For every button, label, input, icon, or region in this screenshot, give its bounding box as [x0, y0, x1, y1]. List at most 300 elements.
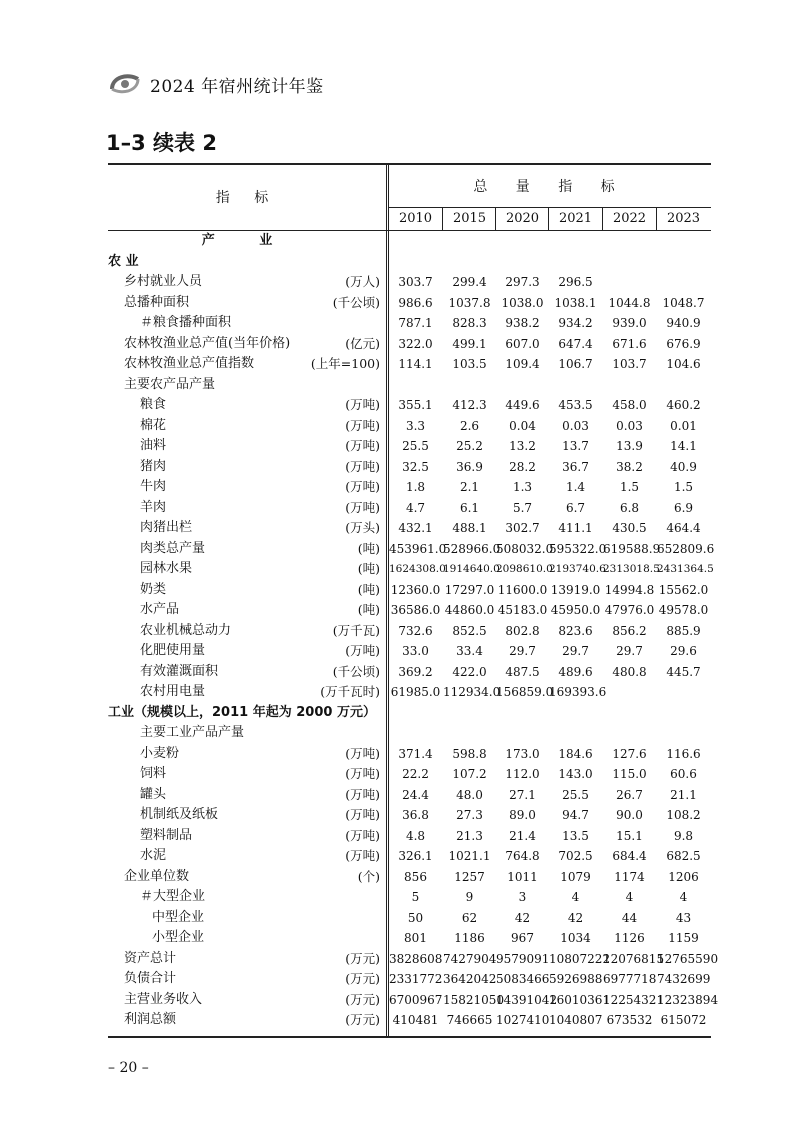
cell-value: 21.3 — [456, 828, 483, 843]
cell-value: 615072 — [660, 1013, 707, 1027]
table-row — [0, 354, 805, 374]
row-label: 中型企业 — [152, 909, 205, 925]
table-row — [0, 293, 805, 313]
table-row — [0, 990, 805, 1010]
table-row — [0, 416, 805, 436]
cell-value: 528966.0 — [443, 541, 501, 556]
cell-value: 412.3 — [452, 398, 487, 412]
cell-value: 1037.8 — [448, 295, 491, 310]
row-label: 农林牧渔业总产值指数 — [124, 356, 255, 371]
row-unit: (上年=100) — [310, 356, 380, 371]
cell-value: 12765590 — [657, 951, 719, 966]
cell-value: 2.1 — [459, 480, 480, 494]
row-label: 罐头 — [140, 786, 167, 802]
cell-value: 369.2 — [398, 664, 433, 679]
cell-value: 489.6 — [558, 664, 593, 679]
row-label: 主营业务收入 — [124, 991, 203, 1007]
table-row — [0, 621, 805, 641]
cell-value: 106.7 — [558, 357, 593, 371]
row-label: 主要工业产品产量 — [140, 725, 245, 740]
cell-value: 14391042 — [496, 992, 558, 1007]
row-unit: (千公顷) — [332, 663, 380, 679]
table-row — [0, 559, 805, 579]
cell-value: 595322.0 — [549, 541, 607, 556]
row-label: 小型企业 — [152, 930, 205, 945]
cell-value: 299.4 — [452, 275, 487, 289]
cell-value: 21.4 — [509, 828, 536, 843]
cell-value: 90.0 — [616, 808, 643, 822]
cell-value: 1.5 — [619, 480, 640, 494]
row-label: 农村用电量 — [140, 684, 206, 699]
row-unit: (万吨) — [345, 479, 380, 494]
cell-value: 2331772 — [389, 972, 443, 986]
cell-value: 13.7 — [562, 439, 589, 453]
cell-value: 940.9 — [666, 316, 701, 330]
yearbook-logo-icon — [108, 71, 142, 97]
cell-value: 453961.0 — [389, 541, 447, 556]
row-label: 塑料制品 — [140, 827, 193, 843]
table-row — [0, 785, 805, 805]
cell-value: 3.3 — [405, 418, 426, 433]
cell-value: 143.0 — [558, 767, 593, 781]
cell-value: 3828608 — [389, 951, 443, 966]
cell-value: 4 — [625, 890, 634, 904]
cell-value: 1206 — [668, 869, 699, 884]
cell-value: 4 — [571, 890, 580, 904]
row-unit: (万吨) — [345, 786, 380, 802]
cell-value: 411.1 — [558, 521, 593, 535]
cell-value: 828.3 — [452, 316, 487, 330]
table-row — [0, 518, 805, 538]
cell-value: 673532 — [606, 1013, 653, 1027]
row-unit: (吨) — [357, 540, 380, 556]
cell-value: 25.5 — [562, 787, 589, 802]
page-number: – 20 – — [108, 1060, 149, 1076]
cell-value: 1038.1 — [554, 295, 597, 310]
table-row — [0, 764, 805, 784]
row-label: 粮食 — [140, 397, 167, 412]
cell-value: 460.2 — [666, 398, 701, 412]
cell-value: 40.9 — [670, 459, 697, 474]
cell-value: 15.1 — [616, 828, 643, 843]
row-label: 农业机械总动力 — [140, 622, 232, 638]
cell-value: 2098610.0 — [496, 563, 553, 575]
cell-value: 4.7 — [405, 500, 426, 515]
row-unit: (万吨) — [345, 643, 380, 658]
cell-value: 1624308.0 — [389, 563, 446, 575]
cell-value: 598.8 — [452, 746, 487, 761]
cell-value: 1.3 — [512, 480, 533, 494]
cell-value: 453.5 — [558, 398, 593, 412]
row-unit: (万吨) — [345, 807, 380, 822]
table-row — [0, 703, 805, 723]
table-row — [0, 723, 805, 743]
cell-value: 487.5 — [505, 664, 540, 679]
table-row — [0, 231, 805, 251]
cell-value: 430.5 — [612, 521, 647, 535]
row-label: ＃粮食播种面积 — [140, 315, 232, 330]
cell-value: 1040807 — [549, 1013, 603, 1027]
cell-value: 5 — [411, 890, 420, 904]
cell-value: 16010361 — [549, 992, 611, 1007]
cell-value: 9579091 — [496, 951, 550, 966]
cell-value: 355.1 — [398, 398, 433, 412]
table-row — [0, 272, 805, 292]
cell-value: 94.7 — [562, 808, 589, 822]
cell-value: 5.7 — [512, 500, 533, 515]
cell-value: 1186 — [454, 931, 485, 945]
cell-value: 26.7 — [616, 787, 643, 802]
row-label: 饲料 — [140, 766, 167, 781]
page-header — [108, 66, 324, 102]
cell-value: 36586.0 — [390, 603, 441, 617]
cell-value: 29.7 — [509, 644, 536, 658]
table-row — [0, 969, 805, 989]
cell-value: 2431364.5 — [657, 563, 714, 575]
cell-value: 14994.8 — [604, 582, 655, 597]
cell-value: 488.1 — [452, 521, 487, 535]
row-label: 产 业 — [201, 233, 293, 248]
year-header: 2020 — [505, 211, 540, 226]
table-row — [0, 805, 805, 825]
cell-value: 852.5 — [452, 623, 487, 638]
cell-value: 607.0 — [505, 336, 540, 351]
year-separator — [495, 207, 496, 230]
year-header: 2022 — [612, 211, 647, 226]
table-row — [0, 580, 805, 600]
row-unit: (万吨) — [345, 766, 380, 781]
row-label: 工业（规模以上，2011 年起为 2000 万元） — [108, 704, 376, 720]
row-unit: (万头) — [345, 520, 380, 535]
table-row — [0, 908, 805, 928]
cell-value: 1027410 — [496, 1013, 550, 1027]
cell-value: 422.0 — [452, 664, 487, 679]
cell-value: 1257 — [454, 869, 485, 884]
cell-value: 42 — [567, 910, 584, 925]
year-header: 2015 — [452, 211, 487, 226]
cell-value: 801 — [404, 931, 427, 945]
row-unit: (万元) — [345, 1012, 380, 1027]
table-row — [0, 477, 805, 497]
cell-value: 1038.0 — [501, 295, 544, 310]
row-unit: (万吨) — [345, 848, 380, 863]
year-header: 2010 — [398, 211, 433, 226]
cell-value: 114.1 — [398, 357, 433, 371]
cell-value: 499.1 — [452, 336, 487, 351]
cell-value: 1034 — [560, 931, 591, 945]
row-unit: (万吨) — [345, 417, 380, 433]
cell-value: 682.5 — [666, 849, 701, 863]
cell-value: 27.3 — [456, 808, 483, 822]
cell-value: 104.6 — [666, 357, 701, 371]
row-unit: (万元) — [345, 971, 380, 986]
cell-value: 823.6 — [558, 623, 593, 638]
cell-value: 856 — [404, 869, 427, 884]
row-unit: (万千瓦) — [332, 622, 380, 638]
cell-value: 2313018.5 — [603, 563, 660, 575]
table-row — [0, 457, 805, 477]
row-label: 肉猪出栏 — [140, 520, 193, 535]
cell-value: 7427904 — [443, 951, 497, 966]
cell-value: 619588.9 — [603, 541, 661, 556]
cell-value: 60.6 — [670, 767, 697, 781]
row-label: 负债合计 — [124, 971, 177, 986]
cell-value: 13.2 — [509, 439, 536, 453]
total-header: 总 量 指 标 — [473, 179, 627, 195]
cell-value: 17297.0 — [444, 582, 495, 597]
cell-value: 12076815 — [603, 951, 665, 966]
table-row — [0, 600, 805, 620]
cell-value: 22.2 — [402, 767, 429, 781]
row-label: 总播种面积 — [124, 294, 190, 310]
cell-value: 42 — [514, 910, 531, 925]
cell-value: 508032.0 — [496, 541, 554, 556]
row-label: 羊肉 — [140, 499, 167, 515]
cell-value: 1.8 — [405, 480, 426, 494]
row-unit: (吨) — [357, 581, 380, 597]
cell-value: 4.8 — [405, 828, 426, 843]
cell-value: 62 — [461, 910, 478, 925]
cell-value: 13.9 — [616, 439, 643, 453]
cell-value: 32.5 — [402, 459, 429, 474]
cell-value: 33.0 — [402, 644, 429, 658]
row-label: 牛肉 — [140, 479, 167, 494]
table-bottom-rule — [108, 1036, 711, 1038]
cell-value: 934.2 — [558, 316, 593, 330]
cell-value: 297.3 — [505, 275, 540, 289]
cell-value: 116.6 — [666, 746, 701, 761]
row-label: 肉类总产量 — [140, 540, 206, 556]
cell-value: 108.2 — [666, 808, 701, 822]
cell-value: 732.6 — [398, 623, 433, 638]
cell-value: 1.5 — [673, 480, 694, 494]
cell-value: 89.0 — [509, 808, 536, 822]
cell-value: 410481 — [392, 1013, 439, 1027]
cell-value: 1159 — [668, 931, 699, 945]
cell-value: 2193740.6 — [549, 563, 606, 575]
row-label: 主要农产品产量 — [124, 376, 216, 392]
cell-value: 11600.0 — [497, 582, 548, 597]
cell-value: 3642042 — [443, 972, 497, 986]
row-unit: (万元) — [345, 991, 380, 1007]
cell-value: 1021.1 — [448, 849, 491, 863]
row-label: 小麦粉 — [140, 745, 180, 761]
cell-value: 21.1 — [670, 787, 697, 802]
cell-value: 24.4 — [402, 787, 429, 802]
cell-value: 6700967 — [389, 992, 443, 1007]
cell-value: 12360.0 — [390, 582, 441, 597]
cell-value: 127.6 — [612, 746, 647, 761]
row-label: 园林水果 — [140, 561, 193, 576]
row-unit: (千公顷) — [332, 294, 380, 310]
cell-value: 464.4 — [666, 521, 701, 535]
row-unit: (万元) — [345, 950, 380, 966]
year-separator — [442, 207, 443, 230]
cell-value: 787.1 — [398, 316, 433, 330]
table-row — [0, 641, 805, 661]
cell-value: 302.7 — [505, 521, 540, 535]
cell-value: 25.2 — [456, 439, 483, 453]
cell-value: 1079 — [560, 869, 591, 884]
year-header: 2023 — [666, 211, 701, 226]
row-label: 利润总额 — [124, 1012, 177, 1027]
row-unit: (万吨) — [345, 397, 380, 412]
cell-value: 445.7 — [666, 664, 701, 679]
table-row — [0, 867, 805, 887]
cell-value: 33.4 — [456, 644, 483, 658]
cell-value: 1.4 — [565, 480, 586, 494]
cell-value: 1011 — [507, 869, 538, 884]
row-label: 机制纸及纸板 — [140, 807, 219, 822]
table-row — [0, 928, 805, 948]
table-row — [0, 846, 805, 866]
table-top-rule — [108, 163, 711, 165]
cell-value: 29.7 — [616, 644, 643, 658]
table-row — [0, 887, 805, 907]
indicator-header: 指 标 — [215, 190, 279, 206]
cell-value: 458.0 — [612, 398, 647, 412]
row-label: 乡村就业人员 — [124, 274, 203, 289]
row-unit: (亿元) — [345, 335, 380, 351]
cell-value: 326.1 — [398, 849, 433, 863]
cell-value: 322.0 — [398, 336, 433, 351]
table-row — [0, 1010, 805, 1030]
row-label: 水泥 — [140, 848, 167, 863]
cell-value: 9.8 — [673, 828, 694, 843]
cell-value: 50 — [407, 910, 424, 925]
table-row — [0, 539, 805, 559]
cell-value: 28.2 — [509, 459, 536, 474]
cell-value: 38.2 — [616, 459, 643, 474]
cell-value: 5926988 — [549, 972, 603, 986]
year-separator — [548, 207, 549, 230]
year-separator — [656, 207, 657, 230]
row-unit: (万吨) — [345, 438, 380, 453]
table-row — [0, 334, 805, 354]
cell-value: 652809.6 — [657, 541, 715, 556]
table-row — [0, 498, 805, 518]
cell-value: 2.6 — [459, 418, 480, 433]
table-row — [0, 313, 805, 333]
cell-value: 169393.6 — [549, 685, 607, 699]
cell-value: 1044.8 — [608, 295, 651, 310]
cell-value: 939.0 — [612, 316, 647, 330]
year-header: 2021 — [558, 211, 593, 226]
row-unit: (个) — [357, 868, 380, 884]
table-row — [0, 436, 805, 456]
cell-value: 938.2 — [505, 316, 540, 330]
cell-value: 967 — [511, 931, 534, 945]
cell-value: 107.2 — [452, 767, 487, 781]
cell-value: 647.4 — [558, 336, 593, 351]
cell-value: 702.5 — [558, 849, 593, 863]
cell-value: 61985.0 — [390, 685, 441, 699]
cell-value: 29.6 — [670, 644, 697, 658]
header-mid-rule — [389, 207, 711, 208]
row-unit: (万吨) — [345, 499, 380, 515]
year-separator — [602, 207, 603, 230]
cell-value: 13919.0 — [550, 582, 601, 597]
cell-value: 103.5 — [452, 357, 487, 371]
cell-value: 746665 — [446, 1013, 493, 1027]
cell-value: 6.8 — [619, 500, 640, 515]
cell-value: 1174 — [614, 869, 645, 884]
cell-value: 480.8 — [612, 664, 647, 679]
cell-value: 115.0 — [612, 767, 647, 781]
cell-value: 684.4 — [612, 849, 647, 863]
cell-value: 48.0 — [456, 787, 483, 802]
cell-value: 1048.7 — [662, 295, 705, 310]
cell-value: 44860.0 — [444, 603, 495, 617]
table-row — [0, 744, 805, 764]
row-unit: (万千瓦时) — [320, 684, 380, 699]
cell-value: 112934.0 — [443, 685, 501, 699]
cell-value: 173.0 — [505, 746, 540, 761]
cell-value: 44 — [621, 910, 638, 925]
row-label: ＃大型企业 — [140, 889, 206, 904]
cell-value: 156859.0 — [496, 685, 554, 699]
cell-value: 7432699 — [657, 972, 711, 986]
cell-value: 802.8 — [505, 623, 540, 638]
cell-value: 13.5 — [562, 828, 589, 843]
cell-value: 6.9 — [673, 500, 694, 515]
row-label: 企业单位数 — [124, 868, 190, 884]
row-label: 农林牧渔业总产值(当年价格) — [124, 335, 291, 351]
cell-value: 4 — [679, 890, 688, 904]
cell-value: 15562.0 — [658, 582, 709, 597]
cell-value: 27.1 — [509, 787, 536, 802]
row-label: 资产总计 — [124, 950, 177, 966]
cell-value: 671.6 — [612, 336, 647, 351]
cell-value: 14.1 — [670, 439, 697, 453]
cell-value: 371.4 — [398, 746, 433, 761]
row-label: 奶类 — [140, 581, 167, 597]
table-row — [0, 949, 805, 969]
cell-value: 45183.0 — [497, 603, 548, 617]
cell-value: 856.2 — [612, 623, 647, 638]
cell-value: 449.6 — [505, 398, 540, 412]
table-row — [0, 662, 805, 682]
cell-value: 12254321 — [603, 992, 665, 1007]
cell-value: 10807222 — [549, 951, 611, 966]
row-unit: (万吨) — [345, 827, 380, 843]
cell-value: 29.7 — [562, 644, 589, 658]
cell-value: 184.6 — [558, 746, 593, 761]
cell-value: 49578.0 — [658, 603, 709, 617]
table-row — [0, 682, 805, 702]
row-unit: (万吨) — [345, 458, 380, 474]
cell-value: 6.1 — [459, 500, 480, 515]
cell-value: 109.4 — [505, 357, 540, 371]
table-row — [0, 252, 805, 272]
cell-value: 36.7 — [562, 459, 589, 474]
cell-value: 303.7 — [398, 275, 433, 289]
cell-value: 296.5 — [558, 275, 593, 289]
row-unit: (万人) — [345, 274, 380, 289]
row-label: 农 业 — [108, 253, 139, 269]
cell-value: 3 — [518, 890, 527, 904]
table-row — [0, 826, 805, 846]
cell-value: 0.04 — [509, 418, 536, 433]
table-title: 1–3 续表 2 — [106, 131, 217, 155]
cell-value: 43 — [675, 910, 692, 925]
row-unit: (吨) — [357, 602, 380, 617]
cell-value: 1914640.0 — [443, 563, 500, 575]
cell-value: 6977718 — [603, 972, 657, 986]
cell-value: 0.03 — [562, 418, 589, 433]
row-label: 猪肉 — [140, 458, 167, 474]
cell-value: 676.9 — [666, 336, 701, 351]
